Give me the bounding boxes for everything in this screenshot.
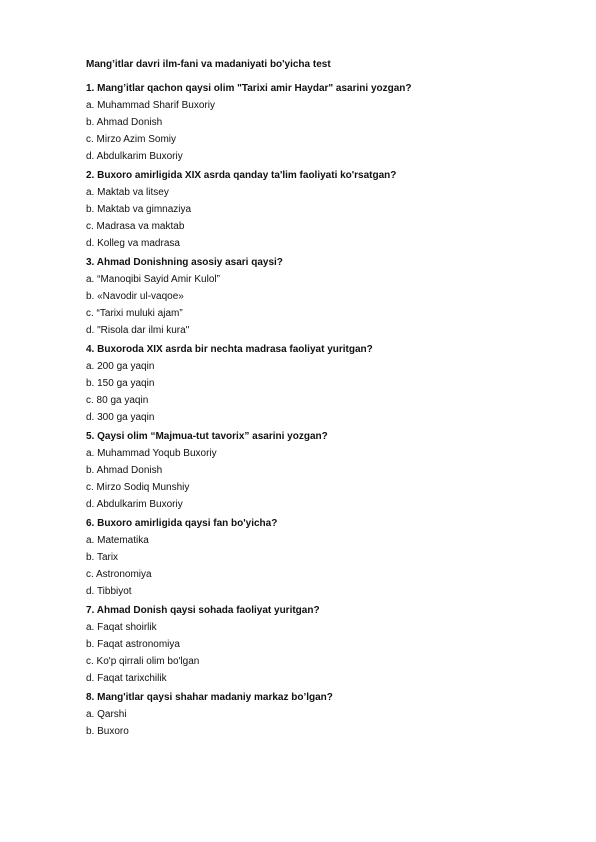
answer-option: b. 150 ga yaqin	[86, 378, 155, 389]
question-text: 1. Mang’itlar qachon qaysi olim "Tarixi amir Haydar" asarini yozgan?	[86, 83, 412, 94]
question-text: 6. Buxoro amirligida qaysi fan bo'yicha?	[86, 518, 278, 529]
answer-option: d. Kolleg va madrasa	[86, 238, 180, 249]
answer-option: d. "Risola dar ilmi kura"	[86, 325, 190, 336]
question-4	[86, 343, 556, 424]
question-text: 3. Ahmad Donishning asosiy asari qaysi?	[86, 257, 283, 268]
answer-option: d. Faqat tarixchilik	[86, 673, 167, 684]
document-page	[86, 58, 556, 744]
document-title: Mang’itlar davri ilm-fani va madaniyati bo'yicha test	[86, 59, 331, 70]
question-text: 7. Ahmad Donish qaysi sohada faoliyat yuritgan?	[86, 605, 320, 616]
answer-option: a. 200 ga yaqin	[86, 361, 155, 372]
answer-option: d. 300 ga yaqin	[86, 412, 155, 423]
answer-option: b. Buxoro	[86, 726, 129, 737]
answer-option: c. Mirzo Sodiq Munshiy	[86, 482, 190, 493]
question-text: 5. Qaysi olim “Majmua-tut tavorix” asarini yozgan?	[86, 431, 328, 442]
answer-option: a. Maktab va litsey	[86, 187, 169, 198]
answer-option: b. Maktab va gimnaziya	[86, 204, 192, 215]
answer-option: c. Mirzo Azim Somiy	[86, 134, 177, 145]
answer-option: a. Faqat shoirlik	[86, 622, 157, 633]
answer-option: c. Astronomiya	[86, 569, 152, 580]
question-text: 2. Buxoro amirligida XIX asrda qanday ta'lim faoliyati ko'rsatgan?	[86, 170, 397, 181]
answer-option: b. Ahmad Donish	[86, 117, 163, 128]
answer-option: c. Ko'p qirrali olim bo'lgan	[86, 656, 200, 667]
answer-option: b. Tarix	[86, 552, 119, 563]
answer-option: b. «Navodir ul-vaqoe»	[86, 291, 184, 302]
question-3	[86, 256, 556, 337]
question-1	[86, 82, 556, 163]
question-5	[86, 430, 556, 511]
question-7	[86, 604, 556, 685]
answer-option: c. Madrasa va maktab	[86, 221, 185, 232]
question-8	[86, 691, 556, 738]
question-text: 8. Mang'itlar qaysi shahar madaniy markaz bo’lgan?	[86, 692, 333, 703]
answer-option: c. 80 ga yaqin	[86, 395, 149, 406]
answer-option: a. Muhammad Yoqub Buxoriy	[86, 448, 217, 459]
question-6	[86, 517, 556, 598]
answer-option: a. Matematika	[86, 535, 149, 546]
question-2	[86, 169, 556, 250]
answer-option: d. Tibbiyot	[86, 586, 132, 597]
answer-option: d. Abdulkarim Buxoriy	[86, 151, 183, 162]
answer-option: c. “Tarixi muluki ajam”	[86, 308, 183, 319]
answer-option: b. Ahmad Donish	[86, 465, 163, 476]
answer-option: a. “Manoqibi Sayid Amir Kulol”	[86, 274, 220, 285]
answer-option: a. Qarshi	[86, 709, 127, 720]
answer-option: a. Muhammad Sharif Buxoriy	[86, 100, 215, 111]
question-text: 4. Buxoroda XIX asrda bir nechta madrasa faoliyat yuritgan?	[86, 344, 373, 355]
answer-option: d. Abdulkarim Buxoriy	[86, 499, 183, 510]
answer-option: b. Faqat astronomiya	[86, 639, 180, 650]
